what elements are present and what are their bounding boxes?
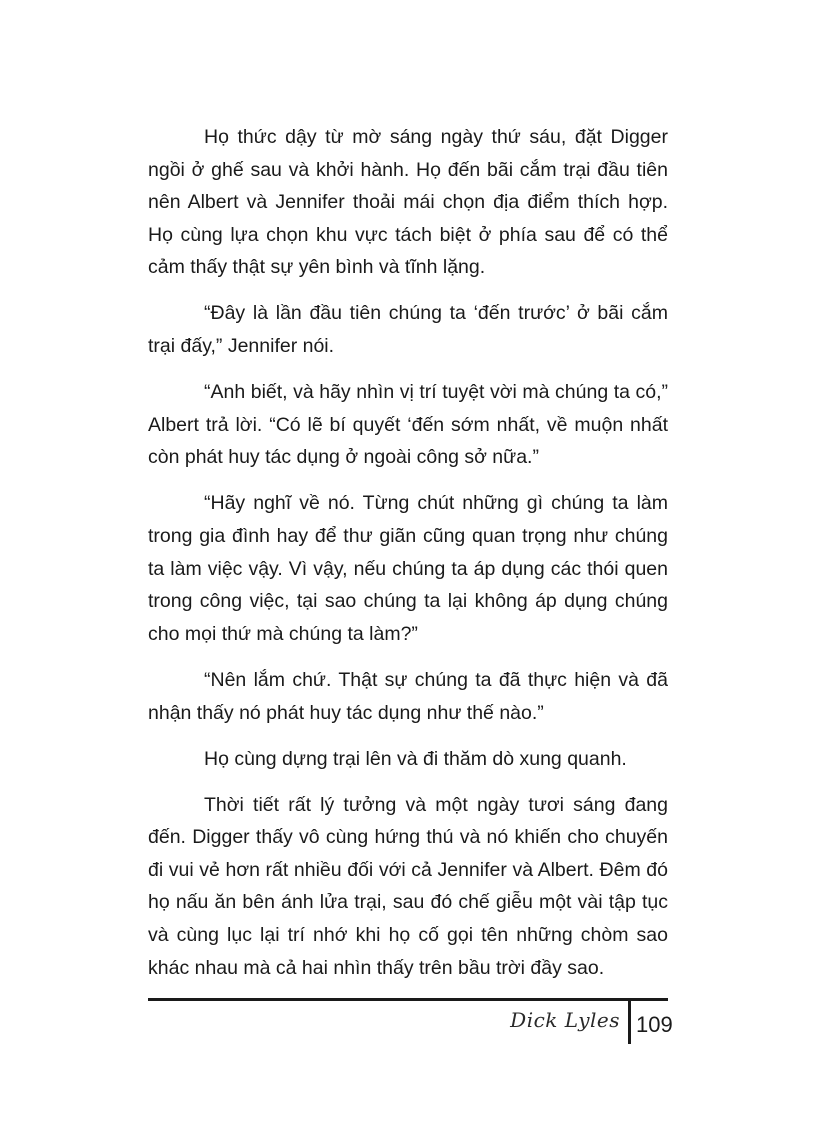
footer-author: Dick Lyles <box>510 1008 620 1032</box>
paragraph: “Hãy nghĩ về nó. Từng chút những gì chúng ta làm trong gia đình hay để thư giãn cũng quan trọng như chúng ta làm việc vậy. Vì vậy, nếu chúng ta áp dụng các thói quen trong công việc, tại sao chúng ta lại không áp dụng chúng cho mọi thứ mà chúng ta làm?” <box>148 492 668 645</box>
paragraph: Họ cùng dựng trại lên và đi thăm dò xung quanh. <box>204 747 627 770</box>
page-number: 109 <box>636 1012 673 1037</box>
paragraph: “Đây là lần đầu tiên chúng ta ‘đến trước’ ở bãi cắm trại đấy,” Jennifer nói. <box>148 302 668 358</box>
paragraph: Thời tiết rất lý tưởng và một ngày tươi sáng đang đến. Digger thấy vô cùng hứng thú và nó khiến cho chuyến đi vui vẻ hơn rất nhiều đối với cả Jennifer và Albert. Đêm đó họ nấu ăn bên ánh lửa trại, sau đó chế giễu một vài tập tục và cùng lục lại trí nhớ khi họ cố gọi tên những chòm sao khác nhau mà cả hai nhìn thấy trên bầu trời đầy sao. <box>148 793 668 979</box>
footer-rule <box>148 998 668 1001</box>
body-text <box>148 121 668 998</box>
footer-divider <box>628 1000 631 1044</box>
paragraph: “Nên lắm chứ. Thật sự chúng ta đã thực hiện và đã nhận thấy nó phát huy tác dụng như thế nào.” <box>148 668 668 724</box>
paragraph: Họ thức dậy từ mờ sáng ngày thứ sáu, đặt Digger ngồi ở ghế sau và khởi hành. Họ đến bãi cắm trại đầu tiên nên Albert và Jennifer thoải mái chọn địa điểm thích hợp. Họ cùng lựa chọn khu vực tách biệt ở phía sau để có thể cảm thấy thật sự yên bình và tĩnh lặng. <box>148 126 668 279</box>
paragraph: “Anh biết, và hãy nhìn vị trí tuyệt vời mà chúng ta có,” Albert trả lời. “Có lẽ bí quyết ‘đến sớm nhất, về muộn nhất còn phát huy tác dụng ở ngoài công sở nữa.” <box>148 381 668 469</box>
